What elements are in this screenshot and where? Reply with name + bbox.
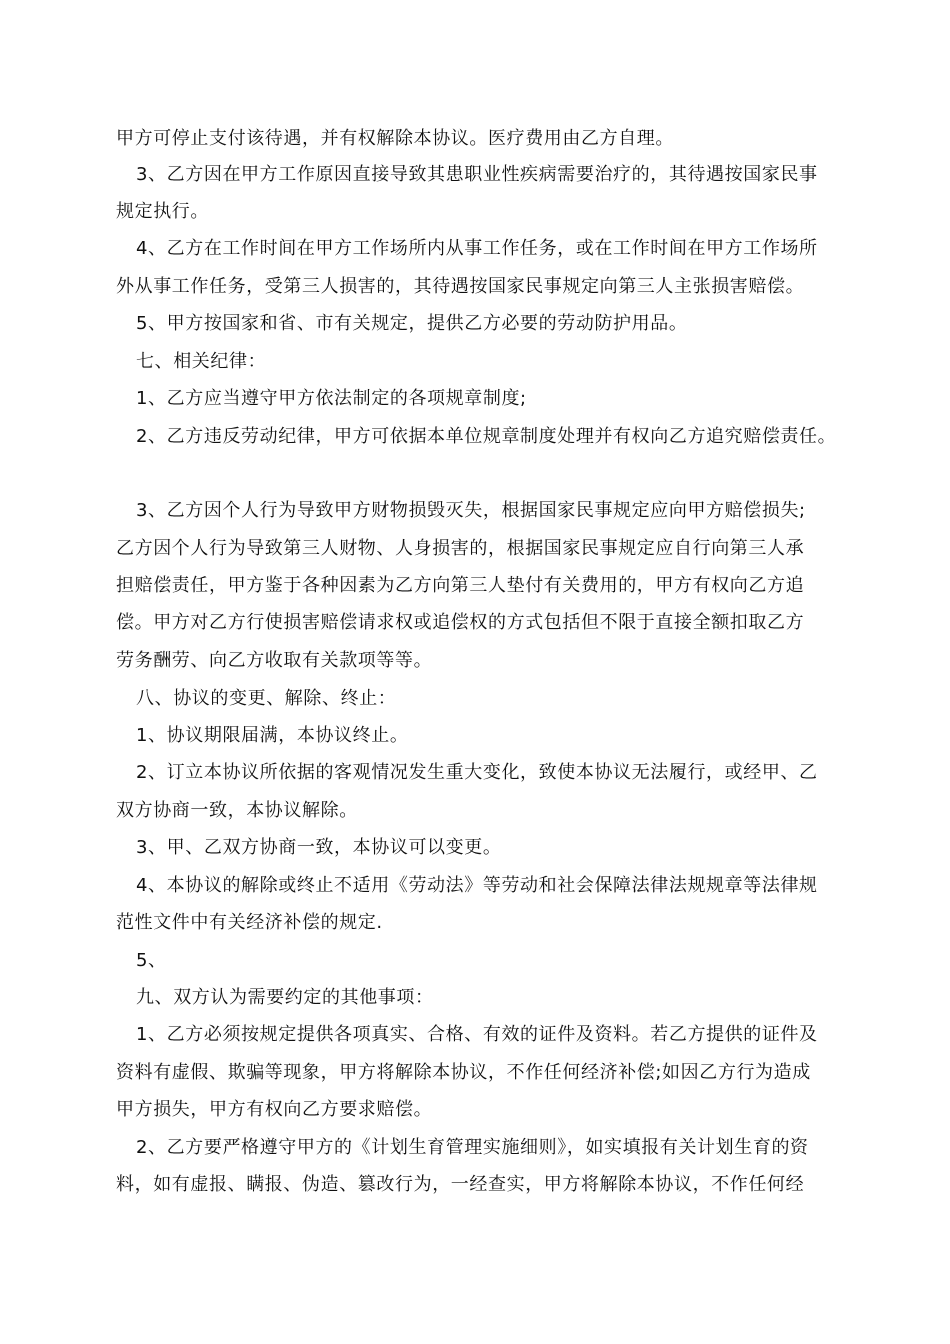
text-line: 乙方因个人行为导致第三人财物、人身损害的，根据国家民事规定应自行向第三人承: [116, 538, 805, 559]
text-line: 资料有虚假、欺骗等现象，甲方将解除本协议，不作任何经济补偿;如因乙方行为造成: [116, 1062, 811, 1083]
text-line: 双方协商一致，本协议解除。: [116, 800, 358, 821]
text-line: 4、乙方在工作时间在甲方工作场所内从事工作任务，或在工作时间在甲方工作场所: [136, 238, 818, 259]
text-line: 5、: [136, 950, 167, 971]
text-line: 料，如有虚报、瞒报、伪造、篡改行为，一经查实，甲方将解除本协议，不作任何经: [116, 1174, 805, 1195]
text-line: 3、乙方因个人行为导致甲方财物损毁灭失，根据国家民事规定应向甲方赔偿损失;: [136, 500, 806, 521]
text-line: 担赔偿责任，甲方鉴于各种因素为乙方向第三人垫付有关费用的，甲方有权向乙方追: [116, 575, 805, 596]
text-line: 2、订立本协议所依据的客观情况发生重大变化，致使本协议无法履行，或经甲、乙: [136, 762, 818, 783]
text-line: 偿。甲方对乙方行使损害赔偿请求权或追偿权的方式包括但不限于直接全额扣取乙方: [116, 612, 805, 633]
text-line: 3、乙方因在甲方工作原因直接导致其患职业性疾病需要治疗的，其待遇按国家民事: [136, 164, 818, 185]
section-heading: 八、协议的变更、解除、终止：: [136, 688, 397, 709]
text-line: 3、甲、乙双方协商一致，本协议可以变更。: [136, 837, 502, 858]
text-line: 规定执行。: [116, 201, 209, 222]
text-line: 2、乙方违反劳动纪律，甲方可依据本单位规章制度处理并有权向乙方追究赔偿责任。: [136, 426, 837, 447]
text-line: 4、本协议的解除或终止不适用《劳动法》等劳动和社会保障法律法规规章等法律规: [136, 875, 818, 896]
text-line: 外从事工作任务，受第三人损害的，其待遇按国家民事规定向第三人主张损害赔偿。: [116, 276, 805, 297]
text-line: 2、乙方要严格遵守甲方的《计划生育管理实施细则》，如实填报有关计划生育的资: [136, 1137, 809, 1158]
text-line: 范性文件中有关经济补偿的规定.: [116, 912, 383, 933]
text-line: 1、协议期限届满，本协议终止。: [136, 725, 409, 746]
text-line: 甲方可停止支付该待遇，并有权解除本协议。医疗费用由乙方自理。: [116, 128, 674, 149]
text-line: 甲方损失，甲方有权向乙方要求赔偿。: [116, 1099, 433, 1120]
text-line: 1、乙方必须按规定提供各项真实、合格、有效的证件及资料。若乙方提供的证件及: [136, 1024, 818, 1045]
text-line: 劳务酬劳、向乙方收取有关款项等等。: [116, 650, 433, 671]
text-line: 5、甲方按国家和省、市有关规定，提供乙方必要的劳动防护用品。: [136, 313, 688, 334]
text-line: 1、乙方应当遵守甲方依法制定的各项规章制度;: [136, 388, 527, 409]
section-heading: 九、双方认为需要约定的其他事项：: [136, 987, 434, 1008]
section-heading: 七、相关纪律：: [136, 351, 267, 372]
